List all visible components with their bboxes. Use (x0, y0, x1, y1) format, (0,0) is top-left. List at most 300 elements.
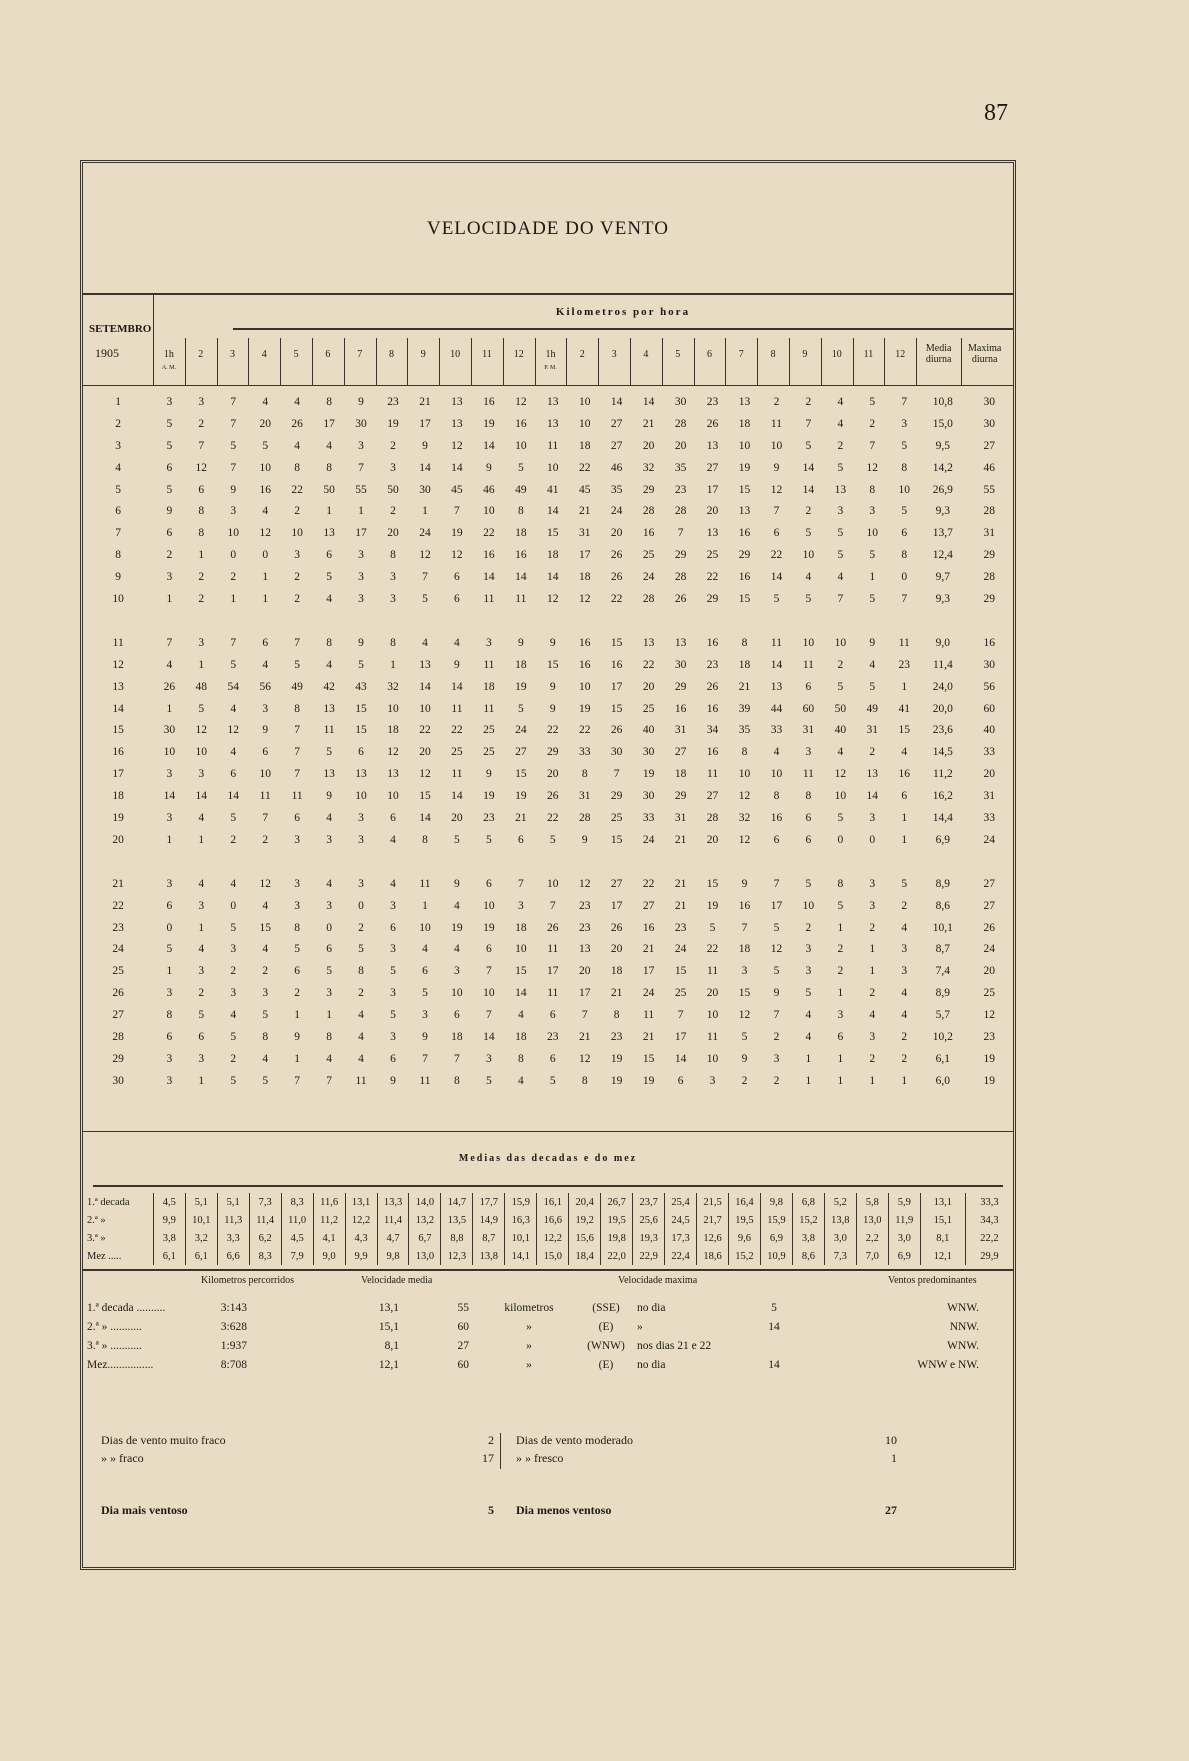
media-header: Media diurna (925, 343, 952, 365)
hour-value: 18 (483, 680, 495, 693)
hour-value: 6 (485, 943, 492, 956)
hour-value: 26 (610, 921, 623, 934)
average-value: 11,6 (313, 1193, 345, 1211)
hour-value: 33 (578, 746, 591, 759)
hour-value: 4 (454, 899, 460, 912)
hour-value: 10 (770, 768, 783, 781)
average-value: 23,7 (633, 1193, 665, 1211)
day-cell: 30 (112, 1074, 124, 1087)
hour-value: 21 (642, 1030, 655, 1043)
avg-speed-heading: Velocidade media (361, 1275, 433, 1286)
mean-speed: 13,1 (378, 1301, 399, 1314)
hour-value: 30 (610, 746, 623, 759)
hour-value: 0 (230, 899, 237, 912)
day-cell: 11 (112, 636, 124, 649)
km-value: 8:708 (220, 1358, 247, 1371)
hour-value: 10 (547, 877, 559, 890)
hour-value: 11 (451, 768, 463, 781)
hour-value: 4 (326, 811, 332, 824)
hour-value: 1 (198, 833, 205, 846)
day-cell: 25 (112, 965, 124, 978)
hour-value: 9 (485, 461, 492, 474)
hour-value: 15 (738, 483, 751, 496)
km-value: 1:937 (220, 1339, 247, 1352)
max-speed-when: no dia (637, 1358, 666, 1371)
hour-value: 16 (898, 768, 910, 781)
hour-value: 7 (422, 1052, 428, 1065)
hour-value: 56 (259, 680, 271, 693)
hour-header: 6 (325, 349, 331, 360)
hour-value: 3 (390, 461, 396, 474)
hour-value: 26 (547, 921, 559, 934)
daily-mean: 11,2 (933, 768, 953, 781)
hour-divider (217, 338, 218, 385)
hour-value: 6 (454, 592, 460, 605)
table-row (83, 676, 1013, 698)
hour-value: 19 (483, 417, 495, 430)
hour-value: 8 (741, 746, 748, 759)
average-value: 7,3 (249, 1193, 281, 1211)
hour-value: 3 (869, 811, 876, 824)
average-value: 7,9 (281, 1247, 313, 1265)
hour-value: 14 (195, 790, 208, 803)
table-row (83, 654, 1013, 676)
hour-value: 12 (738, 790, 751, 803)
hour-value: 4 (390, 833, 396, 846)
hour-value: 25 (706, 549, 719, 562)
hour-value: 15 (547, 527, 559, 540)
hour-value: 26 (610, 724, 623, 737)
am-label: A. M. (161, 365, 176, 371)
average-value: 4,1 (313, 1229, 345, 1247)
hour-value: 16 (738, 899, 751, 912)
hour-value: 25 (483, 724, 495, 737)
hour-value: 9 (485, 768, 492, 781)
hour-value: 8 (326, 1030, 332, 1043)
max-header: Maxima diurna (968, 343, 1002, 365)
table-row (83, 873, 1013, 895)
average-value: 15,6 (569, 1229, 601, 1247)
hour-value: 16 (706, 636, 719, 649)
daily-mean: 10,8 (932, 395, 953, 408)
average-value: 14,9 (473, 1211, 505, 1229)
hour-value: 1 (294, 1052, 301, 1065)
average-max: 29,9 (965, 1247, 1013, 1265)
hour-value: 22 (706, 571, 719, 584)
hour-value: 16 (770, 811, 783, 824)
hour-value: 31 (578, 790, 591, 803)
hour-value: 10 (259, 461, 271, 474)
hour-value: 8 (837, 877, 844, 890)
hour-value: 46 (483, 483, 495, 496)
decade-spacer (83, 610, 1013, 632)
hour-value: 22 (642, 658, 655, 671)
hour-value: 22 (483, 527, 495, 540)
hour-value: 2 (773, 1030, 780, 1043)
hour-value: 13 (355, 768, 367, 781)
hour-value: 10 (706, 1009, 719, 1022)
hour-value: 21 (642, 943, 655, 956)
hour-divider (248, 338, 249, 385)
hour-value: 2 (901, 899, 908, 912)
hour-value: 17 (578, 987, 591, 1000)
hour-value: 1 (198, 1074, 205, 1087)
hour-value: 14 (419, 811, 431, 824)
hour-value: 3 (869, 505, 876, 518)
hour-header: 1h (163, 349, 174, 360)
hour-value: 23 (578, 921, 591, 934)
average-value: 3,0 (888, 1229, 920, 1247)
hour-value: 12 (451, 549, 463, 562)
hour-value: 8 (581, 1074, 588, 1087)
hour-value: 42 (323, 680, 335, 693)
hour-divider (344, 338, 345, 385)
hour-value: 6 (294, 811, 301, 824)
hour-value: 18 (738, 943, 751, 956)
hour-value: 5 (198, 1009, 205, 1022)
hour-divider (630, 338, 631, 385)
hour-value: 2 (230, 571, 237, 584)
hour-value: 16 (706, 746, 719, 759)
hour-value: 9 (230, 483, 237, 496)
hour-value: 21 (419, 395, 431, 408)
average-value: 6,6 (217, 1247, 249, 1265)
hour-value: 3 (901, 943, 908, 956)
hour-value: 16 (610, 658, 623, 671)
daily-max: 20 (983, 768, 995, 781)
hour-value: 17 (706, 483, 719, 496)
hour-divider (376, 338, 377, 385)
hour-divider (503, 338, 504, 385)
hour-value: 34 (706, 724, 719, 737)
days-summary (101, 1433, 1001, 1469)
average-value: 16,3 (505, 1211, 537, 1229)
hour-value: 6 (773, 833, 780, 846)
max-speed-value: 55 (457, 1301, 469, 1314)
hour-value: 1 (869, 571, 876, 584)
hour-value: 5 (198, 702, 205, 715)
hour-value: 3 (358, 549, 364, 562)
hour-value: 29 (674, 680, 687, 693)
max-speed-day: 5 (771, 1301, 777, 1314)
average-row (83, 1247, 1013, 1265)
day-cell: 4 (115, 461, 122, 474)
average-value: 4,7 (377, 1229, 409, 1247)
hour-value: 4 (294, 395, 301, 408)
hour-value: 1 (805, 1074, 812, 1087)
hour-header: 8 (388, 349, 394, 360)
hour-value: 3 (166, 571, 173, 584)
table-row (83, 917, 1013, 939)
hour-value: 4 (326, 439, 332, 452)
hour-value: 18 (515, 1030, 527, 1043)
hour-value: 20 (706, 505, 719, 518)
summary-label: 2.ª » ........... (87, 1320, 142, 1333)
hour-value: 3 (166, 768, 173, 781)
hour-value: 5 (166, 439, 173, 452)
hour-value: 5 (262, 439, 269, 452)
hour-value: 4 (262, 1052, 269, 1065)
hour-value: 25 (674, 987, 687, 1000)
hour-value: 2 (741, 1074, 748, 1087)
hour-value: 15 (355, 724, 367, 737)
hour-value: 44 (770, 702, 783, 715)
day-cell: 22 (112, 899, 124, 912)
hour-value: 13 (387, 768, 399, 781)
hour-value: 7 (262, 811, 269, 824)
hour-value: 30 (642, 790, 655, 803)
hour-value: 1 (805, 1052, 812, 1065)
hour-value: 2 (805, 505, 812, 518)
hour-value: 4 (901, 746, 908, 759)
hour-value: 0 (230, 549, 237, 562)
hour-value: 19 (483, 790, 495, 803)
hour-value: 1 (901, 811, 908, 824)
hour-value: 1 (166, 592, 173, 605)
hour-value: 6 (390, 1052, 396, 1065)
hour-value: 14 (163, 790, 176, 803)
hour-divider (725, 338, 726, 385)
hour-value: 4 (517, 1009, 524, 1022)
hour-value: 2 (294, 987, 301, 1000)
hour-value: 49 (291, 680, 303, 693)
hour-value: 8 (422, 833, 428, 846)
hour-value: 13 (706, 439, 719, 452)
day-cell: 15 (112, 724, 124, 737)
hour-value: 7 (677, 1009, 684, 1022)
hour-value: 1 (869, 1074, 876, 1087)
daily-max: 33 (983, 746, 995, 759)
hour-value: 24 (610, 505, 623, 518)
daily-max: 46 (983, 461, 995, 474)
hour-value: 11 (898, 636, 910, 649)
hour-value: 12 (195, 461, 208, 474)
hour-header: 11 (863, 349, 874, 360)
hour-divider (153, 338, 154, 385)
average-value: 16,4 (729, 1193, 761, 1211)
hour-value: 2 (198, 592, 205, 605)
hour-value: 28 (674, 571, 687, 584)
hour-value: 2 (262, 833, 269, 846)
hour-value: 4 (837, 417, 844, 430)
hour-value: 13 (770, 680, 783, 693)
hour-value: 15 (355, 702, 367, 715)
hour-value: 45 (578, 483, 591, 496)
hour-value: 5 (230, 1030, 237, 1043)
hour-value: 4 (326, 1052, 332, 1065)
average-value: 19,5 (601, 1211, 633, 1229)
hour-value: 5 (869, 395, 876, 408)
hour-value: 9 (422, 1030, 428, 1043)
units-brace (233, 328, 1013, 330)
average-value: 21,5 (697, 1193, 729, 1211)
hour-value: 1 (262, 571, 269, 584)
hour-value: 21 (674, 833, 687, 846)
hour-value: 7 (198, 439, 205, 452)
hour-value: 7 (326, 1074, 332, 1087)
daily-mean: 12,4 (932, 549, 953, 562)
very-weak-wind-value: 2 (488, 1433, 494, 1447)
hour-value: 2 (869, 987, 876, 1000)
average-value: 10,9 (760, 1247, 792, 1265)
average-value: 6,9 (888, 1247, 920, 1265)
hour-value: 23 (387, 395, 399, 408)
km-value: 3:143 (220, 1301, 247, 1314)
hour-value: 0 (358, 899, 364, 912)
hour-value: 6 (262, 746, 269, 759)
hour-value: 8 (454, 1074, 460, 1087)
table-row (83, 982, 1013, 1004)
table-row (83, 588, 1013, 610)
hour-value: 18 (738, 417, 751, 430)
hour-value: 1 (869, 965, 876, 978)
hour-value: 6 (773, 527, 780, 540)
daily-max: 19 (983, 1074, 995, 1087)
averages-brace (93, 1185, 1003, 1187)
hour-value: 2 (773, 395, 780, 408)
hour-value: 10 (770, 439, 783, 452)
hour-value: 2 (390, 505, 396, 518)
hour-value: 27 (706, 790, 719, 803)
hour-value: 7 (773, 505, 780, 518)
hour-value: 29 (642, 483, 655, 496)
average-value: 11,2 (313, 1211, 345, 1229)
hour-header: 10 (450, 349, 461, 360)
hour-value: 3 (166, 1052, 173, 1065)
max-speed-value: 27 (457, 1339, 469, 1352)
table-row (83, 391, 1013, 413)
average-value: 19,2 (569, 1211, 601, 1229)
hour-value: 6 (358, 746, 364, 759)
hour-value: 11 (419, 1074, 431, 1087)
hour-value: 3 (485, 636, 492, 649)
table-row (83, 632, 1013, 654)
hour-value: 5 (805, 527, 812, 540)
hour-value: 21 (642, 417, 655, 430)
hour-value: 3 (358, 877, 364, 890)
hour-value: 4 (805, 1009, 812, 1022)
hour-value: 30 (419, 483, 431, 496)
daily-max: 19 (983, 1052, 995, 1065)
hour-value: 5 (549, 1074, 556, 1087)
hour-value: 9 (358, 636, 364, 649)
hour-value: 3 (837, 1009, 844, 1022)
hour-value: 3 (869, 1030, 876, 1043)
year-label: 1905 (95, 346, 119, 360)
prevailing-wind: WNW e NW. (917, 1358, 979, 1371)
hour-value: 3 (358, 592, 364, 605)
day-cell: 1 (115, 395, 122, 408)
hour-value: 16 (674, 702, 687, 715)
hour-value: 28 (642, 592, 655, 605)
hour-value: 1 (166, 702, 173, 715)
hour-header: 4 (643, 349, 649, 360)
average-row (83, 1193, 1013, 1211)
hourly-speed-table (83, 391, 1013, 1092)
hour-header: 11 (482, 349, 492, 360)
hour-header: 3 (229, 349, 235, 360)
hour-value: 6 (805, 833, 812, 846)
average-value: 5,8 (856, 1193, 888, 1211)
hour-value: 3 (294, 877, 301, 890)
hour-value: 20 (259, 417, 271, 430)
daily-mean: 7,4 (935, 965, 951, 978)
average-value: 5,2 (824, 1193, 856, 1211)
hour-value: 13 (323, 768, 335, 781)
summary-top-rule (83, 1269, 1013, 1271)
average-value: 11,9 (888, 1211, 920, 1229)
daily-max: 23 (983, 1030, 995, 1043)
day-cell: 2 (115, 417, 122, 430)
hour-value: 3 (454, 965, 460, 978)
average-value: 5,1 (185, 1193, 217, 1211)
hour-value: 24 (674, 943, 687, 956)
hour-value: 9 (741, 1052, 748, 1065)
hour-value: 3 (805, 965, 812, 978)
hour-value: 6 (454, 1009, 460, 1022)
hour-value: 15 (706, 877, 719, 890)
hour-value: 10 (259, 768, 271, 781)
hour-value: 19 (610, 1052, 623, 1065)
hour-value: 4 (805, 571, 812, 584)
hour-value: 1 (326, 1009, 332, 1022)
moderate-wind-label: Dias de vento moderado (516, 1433, 633, 1447)
hour-value: 5 (390, 1009, 396, 1022)
average-value: 19,3 (633, 1229, 665, 1247)
hour-value: 20 (547, 768, 559, 781)
day-cell: 9 (115, 571, 122, 584)
hour-value: 1 (837, 1074, 844, 1087)
hour-value: 1 (294, 1009, 301, 1022)
hour-value: 5 (422, 592, 428, 605)
hour-value: 11 (515, 592, 527, 605)
average-label: 3.ª » (87, 1232, 106, 1244)
hour-value: 20 (674, 439, 687, 452)
hour-value: 5 (166, 943, 173, 956)
day-cell: 18 (112, 790, 124, 803)
daily-max: 27 (983, 439, 995, 452)
hour-value: 3 (837, 505, 844, 518)
hour-value: 14 (227, 790, 239, 803)
hour-value: 17 (642, 965, 655, 978)
hour-value: 29 (738, 549, 751, 562)
hour-value: 31 (866, 724, 879, 737)
hour-value: 2 (901, 1030, 908, 1043)
average-value: 25,6 (633, 1211, 665, 1229)
hour-value: 11 (707, 965, 719, 978)
day-cell: 16 (112, 746, 124, 759)
hour-value: 13 (451, 395, 463, 408)
hour-value: 29 (610, 790, 623, 803)
weak-wind-label: » » fraco (101, 1451, 144, 1465)
average-mean: 13,1 (920, 1193, 965, 1211)
hour-divider (535, 338, 536, 385)
table-row (83, 1070, 1013, 1092)
hour-value: 1 (198, 549, 205, 562)
hour-header: 6 (706, 349, 712, 360)
average-value: 8,3 (249, 1247, 281, 1265)
average-max: 22,2 (965, 1229, 1013, 1247)
average-value: 6,1 (185, 1247, 217, 1265)
hour-value: 18 (547, 549, 559, 562)
hour-value: 5 (326, 965, 332, 978)
hour-value: 45 (451, 483, 463, 496)
hour-value: 5 (262, 1074, 269, 1087)
hour-value: 11 (707, 1030, 719, 1043)
hour-value: 14 (770, 658, 783, 671)
hour-value: 29 (674, 790, 687, 803)
hour-value: 27 (610, 439, 623, 452)
